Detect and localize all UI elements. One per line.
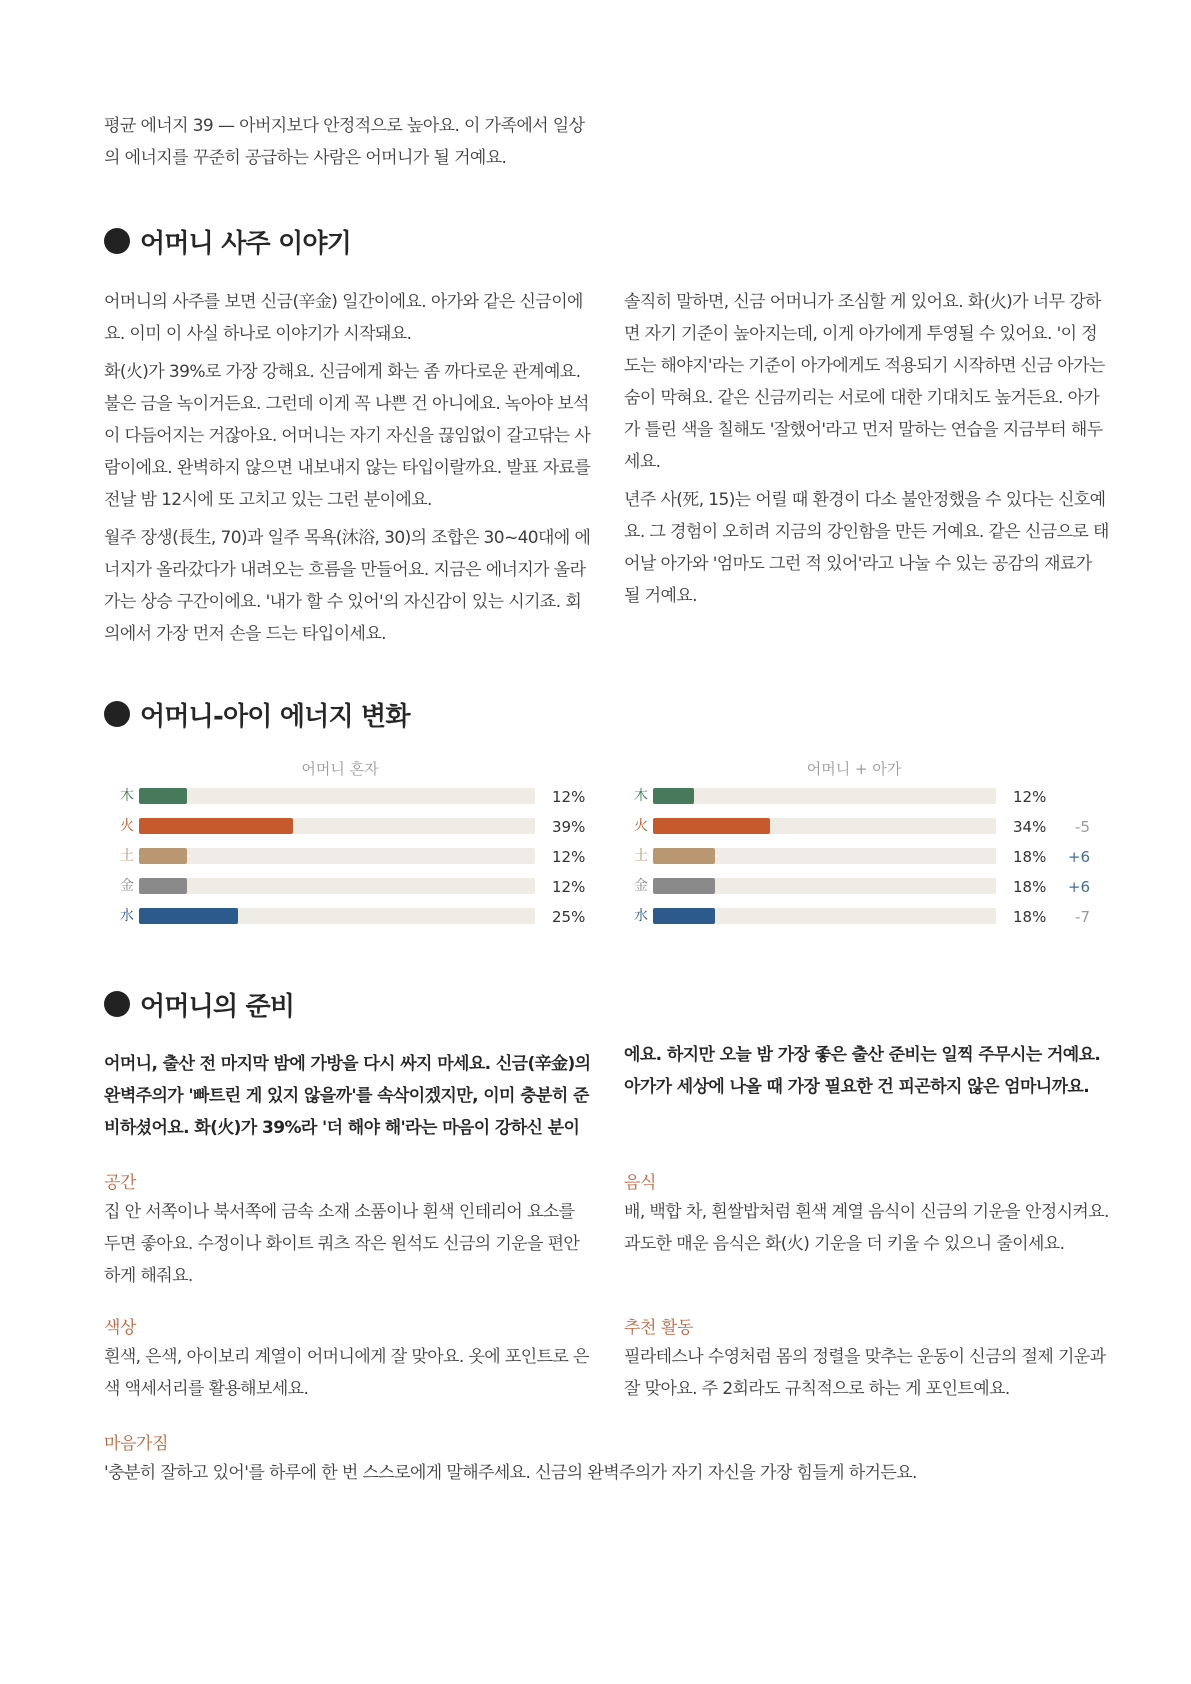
element-label: 木 xyxy=(120,788,134,804)
story-paragraph: 화(火)가 39%로 가장 강해요. 신금에게 화는 좀 까다로운 관계예요. 불은 금을 녹이거든요. 그런데 이게 꼭 나쁜 건 아니에요. 녹아야 보석이 다듬어지는 거잖아요. 어머니는 자기 자신을 끊임없이 갈고닦는 사람이에요. 완벽하지 않으면 내보내지 않는 타입이랄까요. 발표 자료를 전날 밤 12시에 또 고치고 있는 그런 분이에요. xyxy=(104,362,591,510)
section-heading-story xyxy=(104,221,351,261)
bar-value-label: 39% xyxy=(552,818,586,836)
prep-lead-text: 에요. 하지만 오늘 밤 가장 좋은 출산 준비는 일찍 주무시는 거예요. 아가가 세상에 나올 때 가장 필요한 건 피곤하지 않은 엄마니까요. xyxy=(624,1045,1101,1097)
element-label: 火 xyxy=(120,818,134,834)
element-label: 金 xyxy=(634,878,648,894)
element-label: 土 xyxy=(120,848,134,864)
bar-fill xyxy=(139,818,293,834)
bar-track xyxy=(139,908,535,924)
element-label: 火 xyxy=(634,818,648,834)
bar-track xyxy=(139,878,535,894)
space-description: 집 안 서쪽이나 북서쪽에 금속 소재 소품이나 흰색 인테리어 요소를 두면 좋아요. 수정이나 화이트 쿼츠 작은 원석도 신금의 기운을 편안하게 해줘요. xyxy=(104,1202,580,1286)
color-label: 색상 xyxy=(104,1318,137,1338)
activity-label: 추천 활동 xyxy=(624,1318,694,1338)
story-paragraph: 년주 사(死, 15)는 어릴 때 환경이 다소 불안정했을 수 있다는 신호예요. 그 경험이 오히려 지금의 강인함을 만든 거예요. 같은 신금으로 태어날 아가와 '엄마도 그런 적 있어'라고 나눌 수 있는 공감의 재료가 될 거예요. xyxy=(624,490,1109,606)
bar-change-label: +6 xyxy=(1067,848,1090,866)
bar-fill xyxy=(653,788,694,804)
intro-paragraph xyxy=(104,110,592,174)
food-text xyxy=(624,1196,1112,1260)
bar-change-label: -5 xyxy=(1075,818,1090,836)
bar-fill xyxy=(653,878,715,894)
section-title: 어머니의 준비 xyxy=(140,991,295,1022)
bar-value-label: 34% xyxy=(1013,818,1047,836)
section-heading-energy xyxy=(104,694,410,734)
mind-label: 마음가짐 xyxy=(104,1434,169,1454)
bar-fill xyxy=(139,908,238,924)
bar-track xyxy=(653,878,996,894)
intro-text: 평균 에너지 39 — 아버지보다 안정적으로 높아요. 이 가족에서 일상의 에너지를 꾸준히 공급하는 사람은 어머니가 될 거예요. xyxy=(104,116,585,168)
bar-fill xyxy=(653,818,770,834)
bar-row xyxy=(634,786,1114,806)
space-label: 공간 xyxy=(104,1173,137,1193)
element-label: 金 xyxy=(120,878,134,894)
element-label: 水 xyxy=(634,908,648,924)
story-paragraph: 월주 장생(長生, 70)과 일주 목욕(沐浴, 30)의 조합은 30~40대에 에너지가 올라갔다가 내려오는 흐름을 만들어요. 지금은 에너지가 올라가는 상승 구간이에요. '내가 할 수 있어'의 자신감이 있는 시기죠. 회의에서 가장 먼저 손을 드는 타입이세요. xyxy=(104,528,591,644)
bar-value-label: 12% xyxy=(552,788,586,806)
bar-row xyxy=(120,876,600,896)
bar-value-label: 12% xyxy=(552,848,586,866)
food-description: 배, 백합 차, 흰쌀밥처럼 흰색 계열 음식이 신금의 기운을 안정시켜요. 과도한 매운 음식은 화(火) 기운을 더 키울 수 있으니 줄이세요. xyxy=(624,1202,1109,1254)
bar-track xyxy=(653,848,996,864)
bar-value-label: 18% xyxy=(1013,908,1047,926)
color-description: 흰색, 은색, 아이보리 계열이 어머니에게 잘 맞아요. 옷에 포인트로 은색 액세서리를 활용해보세요. xyxy=(104,1347,589,1399)
bar-track xyxy=(139,848,535,864)
bar-fill xyxy=(139,848,187,864)
bar-fill xyxy=(139,878,187,894)
bar-value-label: 18% xyxy=(1013,878,1047,896)
chart-title-together: 어머니 + 아가 xyxy=(806,760,902,778)
section-title: 어머니 사주 이야기 xyxy=(140,228,352,259)
bar-row xyxy=(634,816,1114,836)
bar-row xyxy=(634,846,1114,866)
bar-fill xyxy=(653,848,715,864)
bar-row xyxy=(120,786,600,806)
bar-track xyxy=(653,818,996,834)
section-title: 어머니-아이 에너지 변화 xyxy=(140,701,410,732)
bar-row xyxy=(120,816,600,836)
story-paragraph: 어머니의 사주를 보면 신금(辛金) 일간이에요. 아가와 같은 신금이에요. 이미 이 사실 하나로 이야기가 시작돼요. xyxy=(104,292,583,344)
story-right-column xyxy=(624,286,1112,612)
bar-change-label: +6 xyxy=(1067,878,1090,896)
prep-lead-right xyxy=(624,1039,1112,1103)
section-heading-prep xyxy=(104,984,294,1024)
activity-text xyxy=(624,1341,1112,1405)
bar-row xyxy=(634,876,1114,896)
bar-value-label: 25% xyxy=(552,908,586,926)
activity-description: 필라테스나 수영처럼 몸의 정렬을 맞추는 운동이 신금의 절제 기운과 잘 맞아요. 주 2회라도 규칙적으로 하는 게 포인트예요. xyxy=(624,1347,1106,1399)
bar-row xyxy=(634,906,1114,926)
bar-value-label: 12% xyxy=(1013,788,1047,806)
element-label: 水 xyxy=(120,908,134,924)
prep-lead-left xyxy=(104,1048,592,1144)
bar-fill xyxy=(139,788,187,804)
color-text xyxy=(104,1341,592,1405)
element-label: 土 xyxy=(634,848,648,864)
bullet-dot-icon xyxy=(104,228,130,254)
story-left-column xyxy=(104,286,592,650)
space-text xyxy=(104,1196,592,1292)
bullet-dot-icon xyxy=(104,701,130,727)
story-paragraph: 솔직히 말하면, 신금 어머니가 조심할 게 있어요. 화(火)가 너무 강하면 자기 기준이 높아지는데, 이게 아가에게 투영될 수 있어요. '이 정도는 해야지'라는 기준이 아가에게도 적용되기 시작하면 신금 아가는 숨이 막혀요. 같은 신금끼리는 서로에 대한 기대치도 높거든요. 아가가 틀린 색을 칠해도 '잘했어'라고 먼저 말하는 연습을 지금부터 해두세요. xyxy=(624,292,1105,472)
element-label: 木 xyxy=(634,788,648,804)
food-label: 음식 xyxy=(624,1173,657,1193)
bullet-dot-icon xyxy=(104,991,130,1017)
prep-lead-text: 어머니, 출산 전 마지막 밤에 가방을 다시 싸지 마세요. 신금(辛金)의 완벽주의가 '빠트린 게 있지 않을까'를 속삭이겠지만, 이미 충분히 준비하셨어요. 화(火)가 39%라 '더 해야 해'라는 마음이 강하신 분이 xyxy=(104,1054,591,1138)
bar-track xyxy=(653,788,996,804)
bar-row xyxy=(120,846,600,866)
mind-description: '충분히 잘하고 있어'를 하루에 한 번 스스로에게 말해주세요. 신금의 완벽주의가 자기 자신을 가장 힘들게 하거든요. xyxy=(104,1463,917,1483)
bar-track xyxy=(139,788,535,804)
bar-track xyxy=(653,908,996,924)
bar-value-label: 18% xyxy=(1013,848,1047,866)
bar-row xyxy=(120,906,600,926)
bar-value-label: 12% xyxy=(552,878,586,896)
bar-fill xyxy=(653,908,715,924)
mind-text xyxy=(104,1457,1112,1489)
bar-change-label: -7 xyxy=(1075,908,1090,926)
chart-title-alone: 어머니 혼자 xyxy=(301,760,379,778)
bar-track xyxy=(139,818,535,834)
